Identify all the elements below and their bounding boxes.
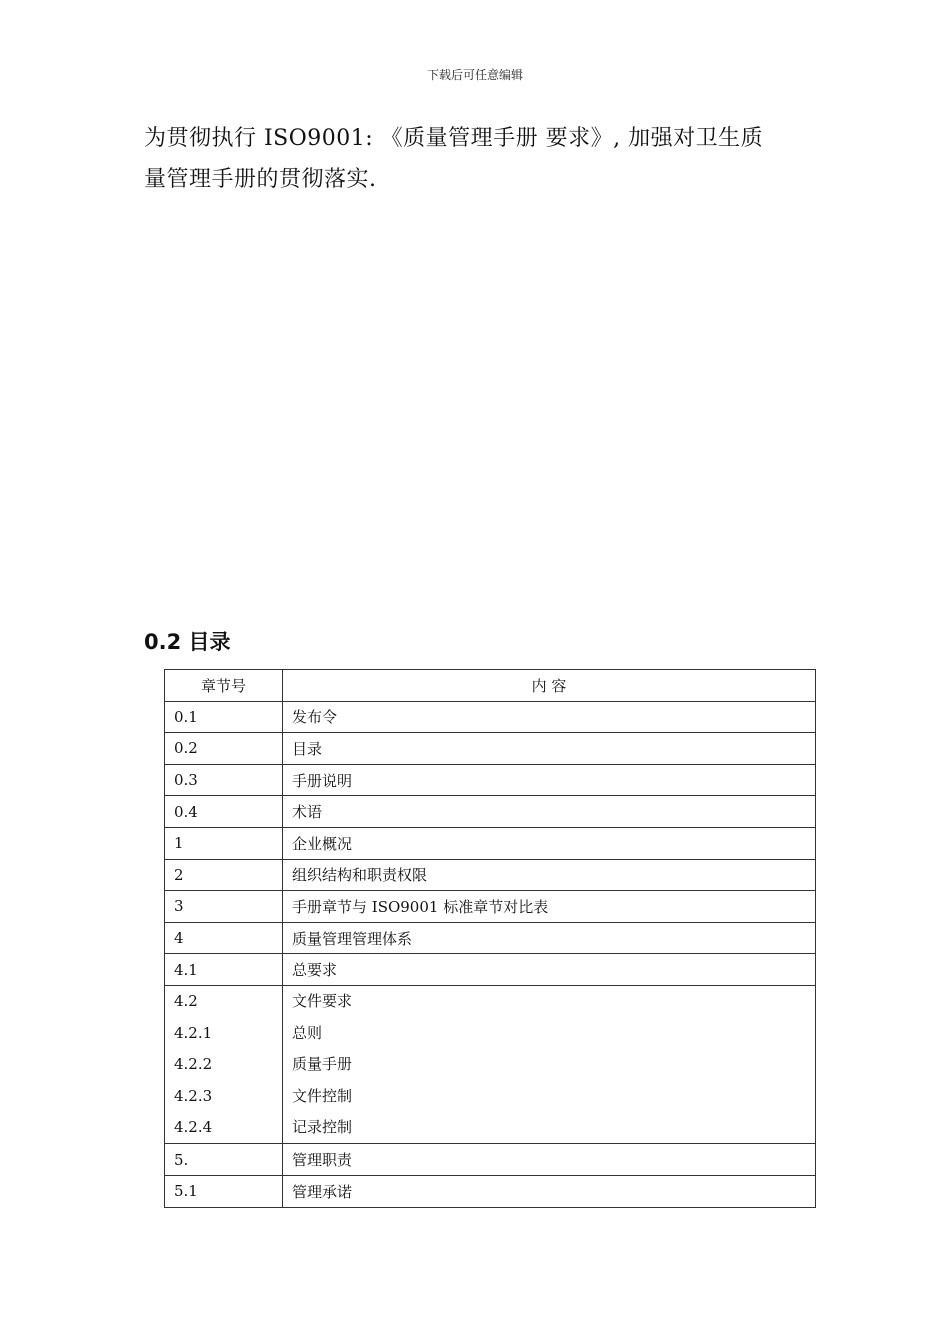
table-row xyxy=(165,1144,816,1176)
chapter-content: 手册说明 xyxy=(283,764,816,796)
chapter-content: 质量管理管理体系 xyxy=(283,922,816,954)
section-title: 0.2 目录 xyxy=(144,630,231,654)
chapter-number: 4.2.1 xyxy=(174,1023,213,1042)
table-row xyxy=(165,733,816,765)
chapter-content: 企业概况 xyxy=(283,827,816,859)
chapter-content: 总则 xyxy=(292,1023,323,1042)
chapter-content: 管理职责 xyxy=(283,1144,816,1176)
chapter-content: 文件要求 xyxy=(292,991,353,1010)
table-row xyxy=(165,701,816,733)
table-row xyxy=(165,891,816,923)
intro-line-1: 为贯彻执行 ISO9001: 《质量管理手册 要求》, 加强对卫生质 xyxy=(144,126,764,151)
toc-table xyxy=(164,669,816,1208)
chapter-content: 手册章节与 ISO9001 标准章节对比表 xyxy=(283,891,816,923)
chapter-content: 管理承诺 xyxy=(283,1175,816,1207)
chapter-content: 文件控制 xyxy=(292,1086,353,1105)
table-row xyxy=(165,859,816,891)
chapter-content-group xyxy=(283,985,816,1143)
chapter-number: 2 xyxy=(165,859,283,891)
chapter-number: 4.2 xyxy=(174,991,198,1010)
chapter-content: 术语 xyxy=(283,796,816,828)
table-row xyxy=(165,827,816,859)
chapter-content: 质量手册 xyxy=(292,1055,353,1074)
chapter-number: 5.1 xyxy=(165,1175,283,1207)
table-header-row xyxy=(165,670,816,702)
table-row xyxy=(165,796,816,828)
table-row xyxy=(165,922,816,954)
column-header-content: 内 容 xyxy=(283,670,816,702)
intro-paragraph xyxy=(144,118,824,200)
column-header-chapter: 章节号 xyxy=(165,670,283,702)
chapter-number: 0.3 xyxy=(165,764,283,796)
chapter-number: 4 xyxy=(165,922,283,954)
chapter-content: 发布令 xyxy=(283,701,816,733)
table-row-group xyxy=(165,985,816,1143)
table-row xyxy=(165,954,816,986)
table-row xyxy=(165,764,816,796)
chapter-content: 组织结构和职责权限 xyxy=(283,859,816,891)
chapter-number: 4.2.3 xyxy=(174,1086,213,1105)
chapter-content: 总要求 xyxy=(283,954,816,986)
chapter-number: 0.2 xyxy=(165,733,283,765)
chapter-number: 4.1 xyxy=(165,954,283,986)
chapter-number: 0.1 xyxy=(165,701,283,733)
page-header: 下载后可任意编辑 xyxy=(426,68,523,82)
chapter-number-group xyxy=(165,985,283,1143)
table-row xyxy=(165,1175,816,1207)
intro-line-2: 量管理手册的贯彻落实. xyxy=(144,167,377,192)
chapter-number: 4.2.2 xyxy=(174,1055,213,1074)
chapter-number: 0.4 xyxy=(165,796,283,828)
chapter-content: 记录控制 xyxy=(292,1118,353,1137)
chapter-number: 5. xyxy=(165,1144,283,1176)
chapter-number: 4.2.4 xyxy=(174,1118,213,1137)
chapter-number: 3 xyxy=(165,891,283,923)
chapter-number: 1 xyxy=(165,827,283,859)
chapter-content: 目录 xyxy=(283,733,816,765)
